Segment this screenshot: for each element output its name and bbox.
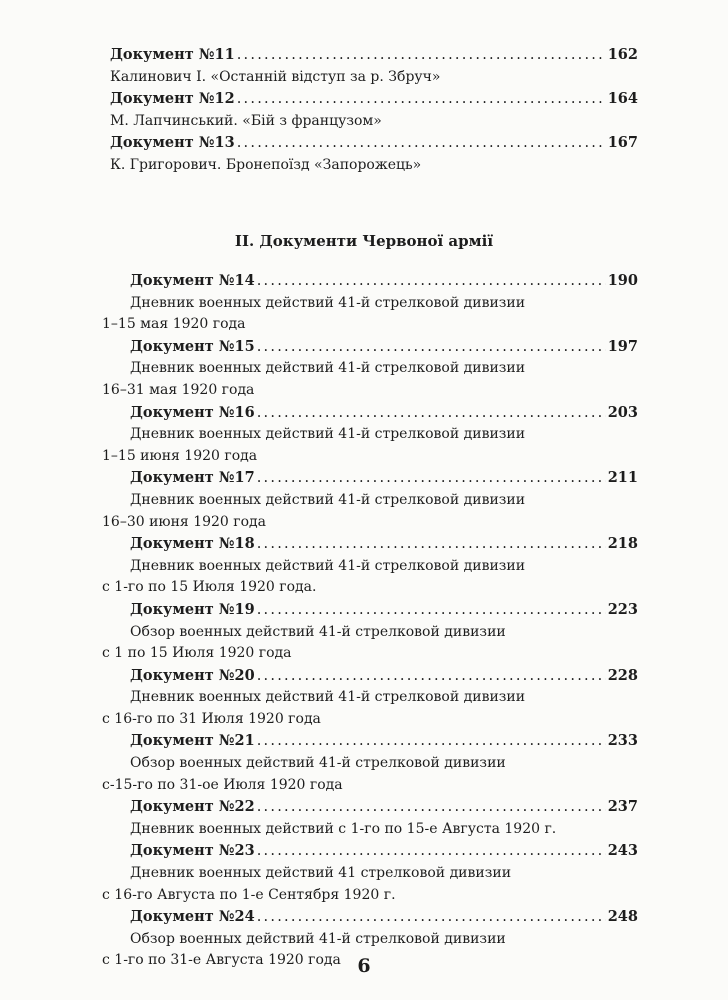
document-description: Дневник военных действий 41-й стрелковой дивизии (130, 557, 526, 574)
document-title: Документ №11 (110, 46, 235, 63)
document-title: Документ №20 (130, 666, 255, 684)
page-number: 6 (357, 955, 371, 977)
document-description: М. Лапчинський. «Бій з французом» (110, 112, 382, 129)
document-description: Дневник военных действий 41 стрелковой дивизии (130, 865, 512, 882)
dot-leader (257, 731, 606, 753)
document-title: Документ №16 (130, 403, 255, 421)
toc-entry-heading (110, 44, 638, 67)
toc-entry (102, 402, 638, 468)
document-description: Калинович І. «Останній відступ за р. Збруч» (110, 68, 441, 85)
document-description: 16–30 июня 1920 года (102, 513, 267, 530)
page-ref: 162 (607, 46, 638, 63)
toc-entry (102, 796, 638, 840)
toc-entry-heading (102, 402, 638, 425)
toc-entry-heading (102, 270, 638, 293)
document-description: с 1-го по 31-е Августа 1920 года (102, 952, 341, 969)
toc-entry (102, 336, 638, 402)
page-ref: 223 (607, 600, 638, 618)
document-title: Документ №24 (130, 908, 255, 926)
document-description: Дневник военных действий 41-й стрелковой дивизии (130, 689, 526, 706)
toc-entry (110, 44, 638, 88)
page-ref: 237 (607, 798, 638, 816)
document-description: 16–31 мая 1920 года (102, 381, 255, 398)
document-description: Дневник военных действий 41-й стрелковой дивизии (130, 294, 526, 311)
document-description: Обзор военных действий 41-й стрелковой дивизии (130, 930, 506, 947)
dot-leader (237, 133, 606, 155)
page-ref: 190 (607, 272, 638, 289)
document-description: с 16-го Августа по 1-е Сентября 1920 г. (102, 886, 396, 903)
page-ref: 233 (607, 732, 638, 750)
dot-leader (237, 89, 606, 111)
document-title: Документ №23 (130, 842, 255, 860)
toc-entry-heading (110, 132, 638, 155)
toc-entry-heading (102, 796, 638, 819)
dot-leader (257, 337, 606, 359)
document-title: Документ №15 (130, 337, 255, 355)
page-ref: 203 (607, 403, 638, 421)
toc-section-1 (110, 44, 638, 177)
toc-entry (102, 599, 638, 665)
dot-leader (257, 403, 606, 425)
toc-entry (110, 88, 638, 132)
document-title: Документ №17 (130, 469, 255, 487)
toc-entry-heading (102, 467, 638, 490)
toc-entry (102, 665, 638, 731)
toc-entry-heading (102, 599, 638, 622)
toc-entry-heading (102, 730, 638, 753)
page-ref: 218 (607, 535, 638, 553)
toc-entry (102, 840, 638, 906)
document-title: Документ №19 (130, 600, 255, 618)
dot-leader (257, 907, 606, 929)
dot-leader (257, 600, 606, 622)
toc-entry-heading (102, 336, 638, 359)
toc-section-2 (102, 270, 638, 972)
toc-entry-heading (102, 665, 638, 688)
page-ref: 197 (607, 337, 638, 355)
toc-entry (102, 270, 638, 336)
page-ref: 248 (607, 908, 638, 926)
document-title: Документ №18 (130, 535, 255, 553)
toc-entry (102, 467, 638, 533)
dot-leader (257, 797, 606, 819)
document-description: Обзор военных действий 41-й стрелковой дивизии (130, 755, 506, 772)
dot-leader (257, 534, 606, 556)
section-title: II. Документи Червоної армії (234, 232, 494, 250)
document-title: Документ №13 (110, 134, 235, 152)
document-description: К. Григорович. Бронепоїзд «Запорожець» (110, 156, 422, 173)
document-description: Дневник военных действий с 1-го по 15-е Августа 1920 г. (130, 820, 557, 837)
document-title: Документ №22 (130, 798, 255, 816)
toc-entry-heading (110, 88, 638, 111)
document-description: с 16-го по 31 Июля 1920 года (102, 710, 321, 727)
page-ref: 211 (607, 469, 638, 487)
toc-entry-heading (102, 840, 638, 863)
toc-entry (102, 730, 638, 796)
dot-leader (257, 271, 606, 293)
document-title: Документ №14 (130, 272, 255, 289)
document-description: с 1-го по 15 Июля 1920 года. (102, 579, 317, 596)
page-ref: 228 (607, 666, 638, 684)
dot-leader (257, 468, 606, 490)
document-description: с 1 по 15 Июля 1920 года (102, 645, 292, 662)
toc-entry-heading (102, 533, 638, 556)
document-title: Документ №12 (110, 90, 235, 108)
dot-leader (257, 841, 606, 863)
document-title: Документ №21 (130, 732, 255, 750)
document-description: Обзор военных действий 41-й стрелковой дивизии (130, 623, 506, 640)
toc-entry (110, 132, 638, 176)
page-ref: 164 (607, 90, 638, 108)
toc-entry (102, 533, 638, 599)
toc-entry-heading (102, 906, 638, 929)
document-description: 1–15 мая 1920 года (102, 316, 246, 333)
dot-leader (257, 666, 606, 688)
document-description: Дневник военных действий 41-й стрелковой дивизии (130, 491, 526, 508)
document-description: 1–15 июня 1920 года (102, 447, 258, 464)
page-ref: 167 (607, 134, 638, 152)
page-ref: 243 (607, 842, 638, 860)
dot-leader (237, 45, 606, 67)
document-description: с-15-го по 31-ое Июля 1920 года (102, 776, 343, 793)
document-description: Дневник военных действий 41-й стрелковой дивизии (130, 360, 526, 377)
document-description: Дневник военных действий 41-й стрелковой дивизии (130, 426, 526, 443)
